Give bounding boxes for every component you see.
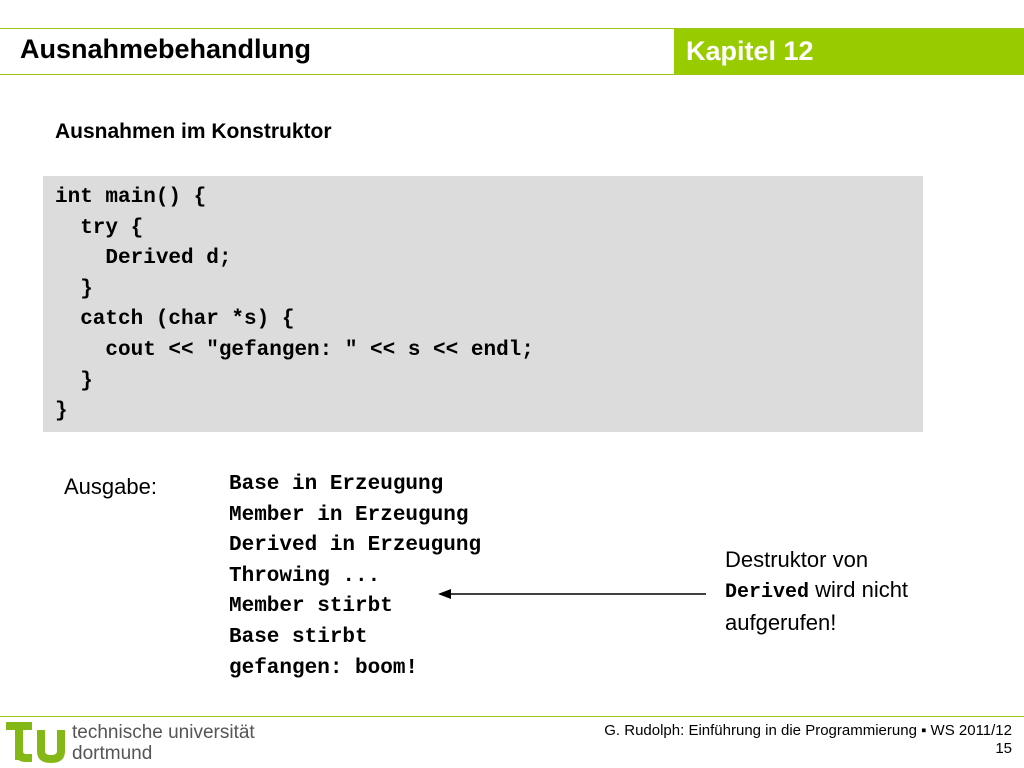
university-line-1: technische universität bbox=[72, 722, 255, 743]
footer-rule bbox=[0, 716, 1024, 717]
output-line: Derived in Erzeugung bbox=[229, 534, 482, 558]
pointer-arrow-icon bbox=[438, 585, 710, 605]
note-line-2-text: wird nicht bbox=[809, 577, 909, 602]
output-line: Member in Erzeugung bbox=[229, 503, 469, 527]
header-bottom-rule bbox=[0, 74, 1024, 75]
code-line: int main() { bbox=[55, 186, 207, 209]
university-name bbox=[72, 722, 255, 764]
code-line: try { bbox=[55, 216, 144, 240]
output-label: Ausgabe: bbox=[64, 474, 157, 499]
tu-logo-icon bbox=[6, 718, 68, 766]
code-block bbox=[43, 176, 923, 432]
slide-subtitle: Ausnahmen im Konstruktor bbox=[55, 120, 332, 143]
output-line: Base in Erzeugung bbox=[229, 473, 444, 496]
code-line: } bbox=[55, 369, 93, 393]
university-line-2: dortmund bbox=[72, 743, 153, 764]
code-line: } bbox=[55, 400, 68, 424]
output-line: Member stirbt bbox=[229, 595, 393, 619]
annotation-note bbox=[725, 545, 908, 638]
output-line: gefangen: boom! bbox=[229, 656, 419, 680]
code-line: catch (char *s) { bbox=[55, 308, 295, 332]
note-code: Derived bbox=[725, 581, 810, 604]
slide-header-title: Ausnahmebehandlung bbox=[20, 34, 312, 64]
chapter-badge bbox=[674, 29, 1024, 74]
code-line: cout << "gefangen: " << s << endl; bbox=[55, 338, 534, 362]
code-line: Derived d; bbox=[55, 247, 232, 271]
footer-credit-text: G. Rudolph: Einführung in die Programmierung ▪ WS 2011/12 bbox=[604, 722, 1012, 739]
note-line-1: Destruktor von bbox=[725, 547, 869, 572]
program-output bbox=[229, 470, 481, 684]
code-line: } bbox=[55, 277, 93, 301]
chapter-label: Kapitel 12 bbox=[686, 36, 814, 66]
output-line: Base stirbt bbox=[229, 625, 368, 649]
page-number: 15 bbox=[995, 740, 1012, 757]
footer-credit bbox=[604, 722, 1012, 758]
note-line-3: aufgerufen! bbox=[725, 610, 837, 635]
note-line-2 bbox=[725, 575, 908, 608]
output-line: Throwing ... bbox=[229, 564, 381, 588]
code-text bbox=[43, 176, 923, 428]
